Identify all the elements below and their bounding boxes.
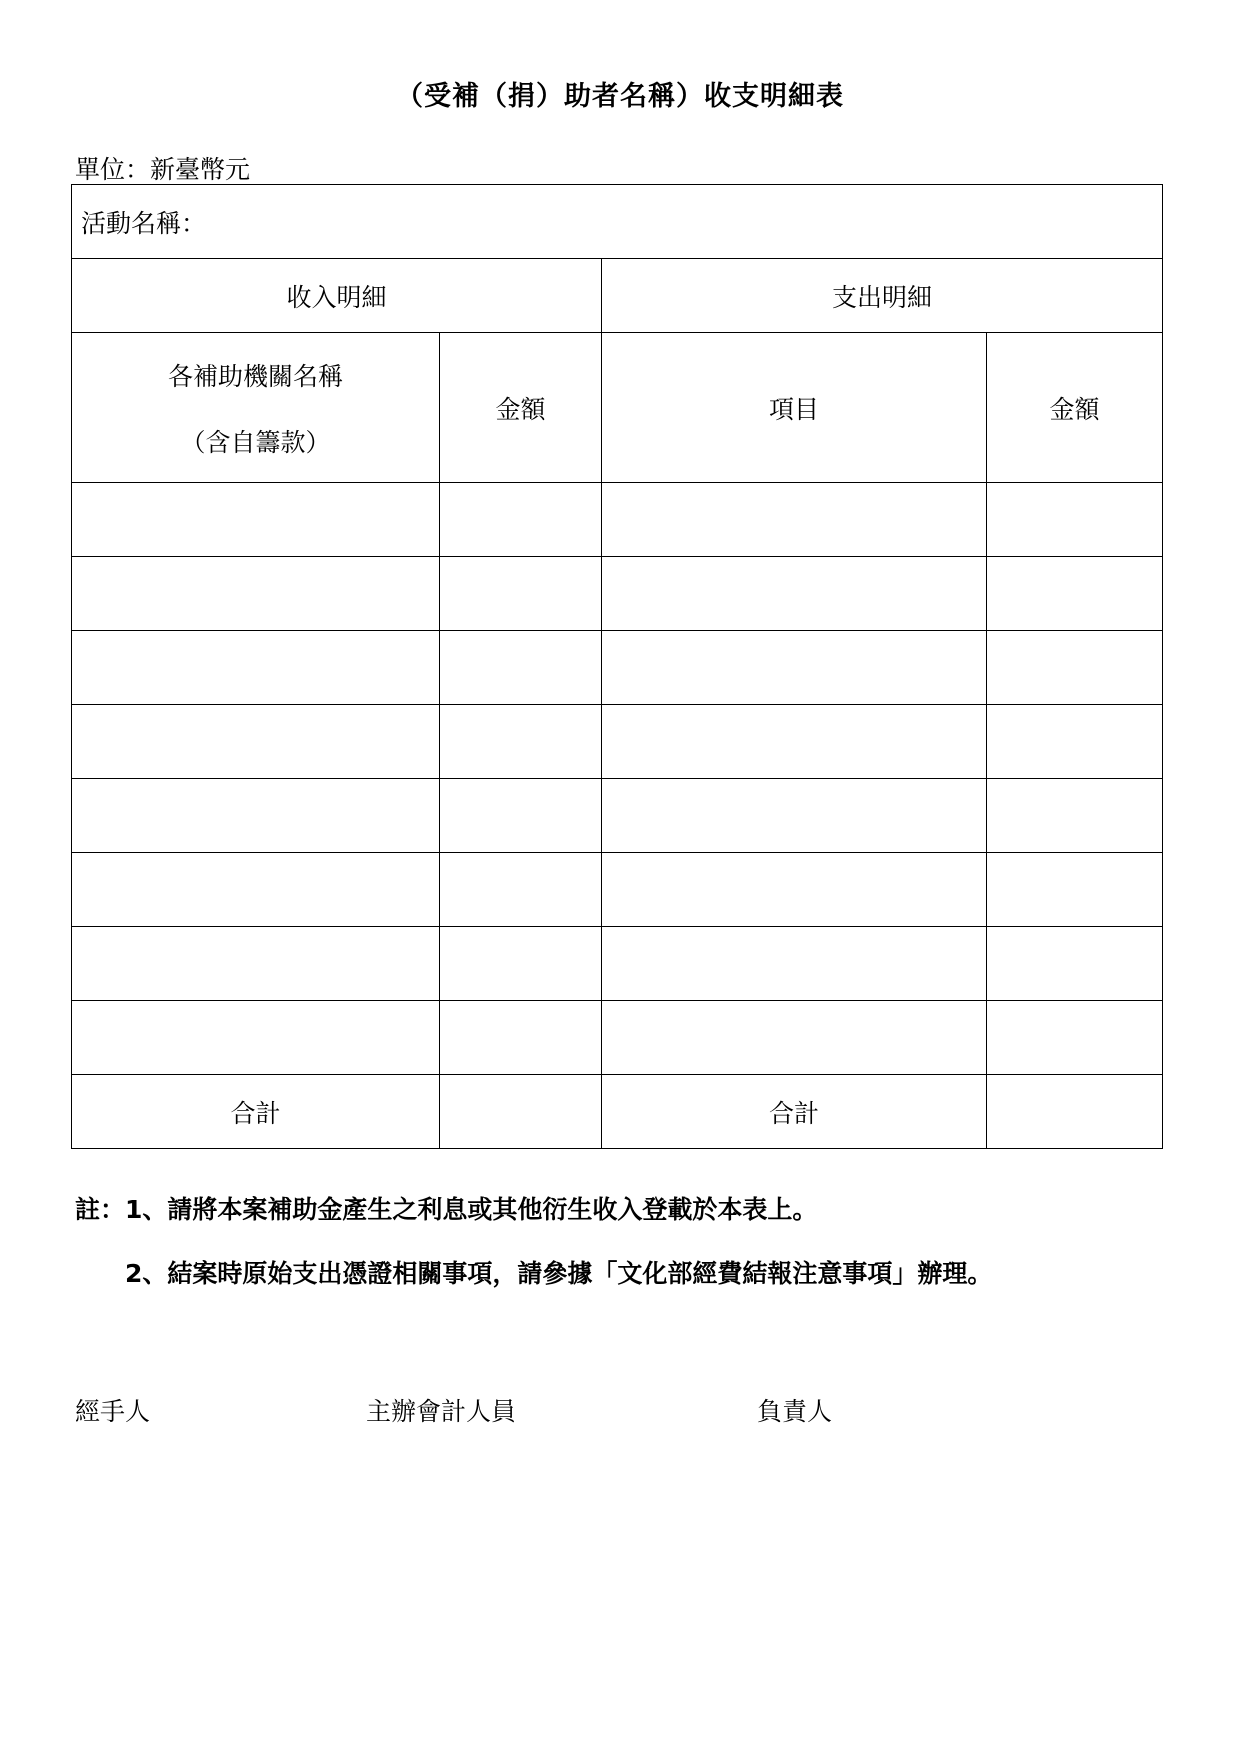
col-header-org-line2: （含自籌款） <box>180 427 331 457</box>
total-row <box>72 1075 1163 1149</box>
entry-org-cell[interactable] <box>72 705 440 779</box>
col-header-income-amount: 金額 <box>440 333 602 483</box>
entry-org-cell[interactable] <box>72 483 440 557</box>
activity-name-field[interactable] <box>72 185 1163 259</box>
table-row <box>72 1001 1163 1075</box>
entry-income-amount-cell[interactable] <box>440 557 602 631</box>
entry-expense-amount-cell[interactable] <box>987 631 1163 705</box>
entry-expense-amount-cell[interactable] <box>987 853 1163 927</box>
col-header-org-line1: 各補助機關名稱 <box>167 361 343 391</box>
income-section-header: 收入明細 <box>72 259 602 333</box>
entry-income-amount-cell[interactable] <box>440 853 602 927</box>
expense-total-label: 合計 <box>602 1075 987 1149</box>
entry-item-cell[interactable] <box>602 779 987 853</box>
entry-item-cell[interactable] <box>602 557 987 631</box>
table-row <box>72 557 1163 631</box>
entry-item-cell[interactable] <box>602 927 987 1001</box>
table-row <box>72 853 1163 927</box>
table-row <box>72 705 1163 779</box>
expense-section-header: 支出明細 <box>602 259 1163 333</box>
entry-org-cell[interactable] <box>72 779 440 853</box>
entry-item-cell[interactable] <box>602 1001 987 1075</box>
activity-row <box>72 185 1163 259</box>
table-row <box>72 483 1163 557</box>
table-row <box>72 631 1163 705</box>
entry-income-amount-cell[interactable] <box>440 631 602 705</box>
income-expense-table <box>71 184 1163 1149</box>
signer-handler: 經手人 <box>75 1397 151 1426</box>
income-total-amount-cell[interactable] <box>440 1075 602 1149</box>
document-title: （受補（捐）助者名稱）收支明細表 <box>396 81 844 112</box>
activity-name-label: 活動名稱： <box>81 208 207 238</box>
entry-expense-amount-cell[interactable] <box>987 705 1163 779</box>
entry-expense-amount-cell[interactable] <box>987 779 1163 853</box>
currency-unit: 單位：新臺幣元 <box>75 155 251 184</box>
income-total-label: 合計 <box>72 1075 440 1149</box>
col-header-org <box>72 333 440 483</box>
table-row <box>72 779 1163 853</box>
entry-org-cell[interactable] <box>72 927 440 1001</box>
entry-expense-amount-cell[interactable] <box>987 927 1163 1001</box>
expense-total-amount-cell[interactable] <box>987 1075 1163 1149</box>
entry-org-cell[interactable] <box>72 631 440 705</box>
signer-accountant: 主辦會計人員 <box>366 1397 517 1426</box>
col-header-item: 項目 <box>602 333 987 483</box>
entry-income-amount-cell[interactable] <box>440 1001 602 1075</box>
col-header-expense-amount: 金額 <box>987 333 1163 483</box>
note-2: 2、結案時原始支出憑證相關事項，請參據「文化部經費結報注意事項」辦理。 <box>125 1259 993 1288</box>
entry-income-amount-cell[interactable] <box>440 927 602 1001</box>
table-row <box>72 927 1163 1001</box>
entry-income-amount-cell[interactable] <box>440 705 602 779</box>
note-1: 註：1、請將本案補助金產生之利息或其他衍生收入登載於本表上。 <box>75 1195 818 1224</box>
entry-income-amount-cell[interactable] <box>440 483 602 557</box>
entry-item-cell[interactable] <box>602 705 987 779</box>
entry-income-amount-cell[interactable] <box>440 779 602 853</box>
signer-responsible: 負責人 <box>757 1397 833 1426</box>
entry-item-cell[interactable] <box>602 853 987 927</box>
entry-expense-amount-cell[interactable] <box>987 557 1163 631</box>
entry-item-cell[interactable] <box>602 483 987 557</box>
entry-expense-amount-cell[interactable] <box>987 483 1163 557</box>
section-header-row <box>72 259 1163 333</box>
entry-item-cell[interactable] <box>602 631 987 705</box>
entry-org-cell[interactable] <box>72 557 440 631</box>
column-header-row <box>72 333 1163 483</box>
entry-org-cell[interactable] <box>72 1001 440 1075</box>
entry-expense-amount-cell[interactable] <box>987 1001 1163 1075</box>
entry-org-cell[interactable] <box>72 853 440 927</box>
